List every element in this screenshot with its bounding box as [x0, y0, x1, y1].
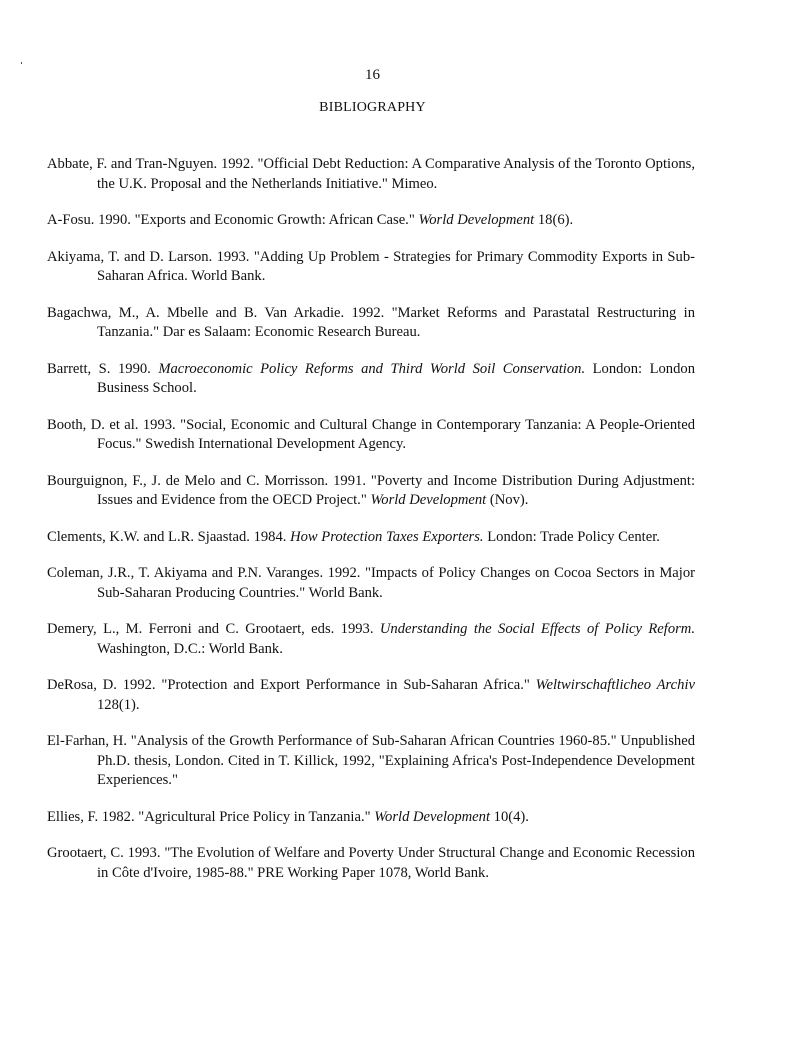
entry-text: Coleman, J.R., T. Akiyama and P.N. Varanges. 1992. "Impacts of Policy Changes on Cocoa Sectors in Major Sub-Saharan Producing Countries." World Bank. — [47, 565, 695, 601]
bibliography-entry — [47, 248, 695, 287]
bibliography-entry — [47, 416, 695, 455]
entry-text: Akiyama, T. and D. Larson. 1993. "Adding Up Problem - Strategies for Primary Commodity Exports in Sub-Saharan Africa. World Bank. — [47, 248, 695, 284]
entry-italic: Macroeconomic Policy Reforms and Third World Soil Conservation. — [158, 360, 586, 377]
entry-text-post: London: Trade Policy Center. — [483, 528, 660, 545]
bibliography-entry — [47, 528, 695, 548]
entry-text: Bourguignon, F., J. de Melo and C. Morrisson. 1991. "Poverty and Income Distribution During Adjustment: Issues and Evidence from the OECD Project." — [47, 472, 695, 508]
entry-text-post: 18(6). — [534, 212, 574, 228]
entry-text: Demery, L., M. Ferroni and C. Grootaert, eds. 1993. — [47, 621, 380, 637]
entry-text: Grootaert, C. 1993. "The Evolution of Welfare and Poverty Under Structural Change and Economic Recession in Côte d'Ivoire, 1985-88." PRE Working Paper 1078, World Bank. — [47, 845, 695, 881]
entry-text: Ellies, F. 1982. "Agricultural Price Policy in Tanzania." — [47, 808, 375, 825]
stray-mark — [21, 62, 22, 64]
entry-italic: World Development — [370, 492, 487, 508]
entry-text: Bagachwa, M., A. Mbelle and B. Van Arkadie. 1992. "Market Reforms and Parastatal Restructuring in Tanzania." Dar es Salaam: Economic Research Bureau. — [47, 304, 695, 340]
entry-text: Booth, D. et al. 1993. "Social, Economic and Cultural Change in Contemporary Tanzania: A People-Oriented Focus." Swedish International Development Agency. — [47, 416, 695, 452]
bibliography-entry — [47, 360, 695, 399]
entry-italic: World Development — [418, 212, 535, 228]
bibliography-entry — [47, 808, 695, 828]
entry-text-post: 10(4). — [490, 808, 529, 825]
entry-italic: Weltwirschaftlicheo Archiv — [535, 677, 695, 693]
bibliography-entry — [47, 620, 695, 659]
bibliography-list — [47, 155, 695, 900]
bibliography-entry — [47, 211, 695, 231]
bibliography-entry — [47, 472, 695, 511]
bibliography-entry — [47, 155, 695, 194]
entry-italic: Understanding the Social Effects of Policy Reform. — [379, 621, 695, 637]
bibliography-entry — [47, 304, 695, 343]
entry-text-post: London: London Business School. — [97, 360, 695, 396]
entry-text: Clements, K.W. and L.R. Sjaastad. 1984. — [47, 528, 291, 545]
entry-text-post: 128(1). — [97, 696, 140, 713]
entry-text: A-Fosu. 1990. "Exports and Economic Growth: African Case." — [47, 212, 419, 228]
bibliography-entry — [47, 732, 695, 791]
bibliography-entry — [47, 564, 695, 603]
page-number: 16 — [365, 67, 380, 83]
entry-text-post: Washington, D.C.: World Bank. — [97, 640, 283, 657]
entry-italic: How Protection Taxes Exporters. — [290, 528, 484, 545]
entry-italic: World Development — [374, 808, 490, 825]
entry-text: Abbate, F. and Tran-Nguyen. 1992. "Official Debt Reduction: A Comparative Analysis of the Toronto Options, the U.K. Proposal and the Netherlands Initiative." Mimeo. — [47, 156, 695, 192]
section-title: BIBLIOGRAPHY — [319, 100, 426, 115]
entry-text: Barrett, S. 1990. — [47, 360, 159, 377]
bibliography-entry — [47, 844, 695, 883]
entry-text: DeRosa, D. 1992. "Protection and Export Performance in Sub-Saharan Africa." — [47, 677, 536, 693]
entry-text: El-Farhan, H. "Analysis of the Growth Performance of Sub-Saharan African Countries 1960-85." Unpublished Ph.D. thesis, London. Cited in T. Killick, 1992, "Explaining Africa's Post-Independence Development Experiences." — [47, 733, 695, 788]
bibliography-entry — [47, 676, 695, 715]
entry-text-post: (Nov). — [486, 492, 529, 508]
